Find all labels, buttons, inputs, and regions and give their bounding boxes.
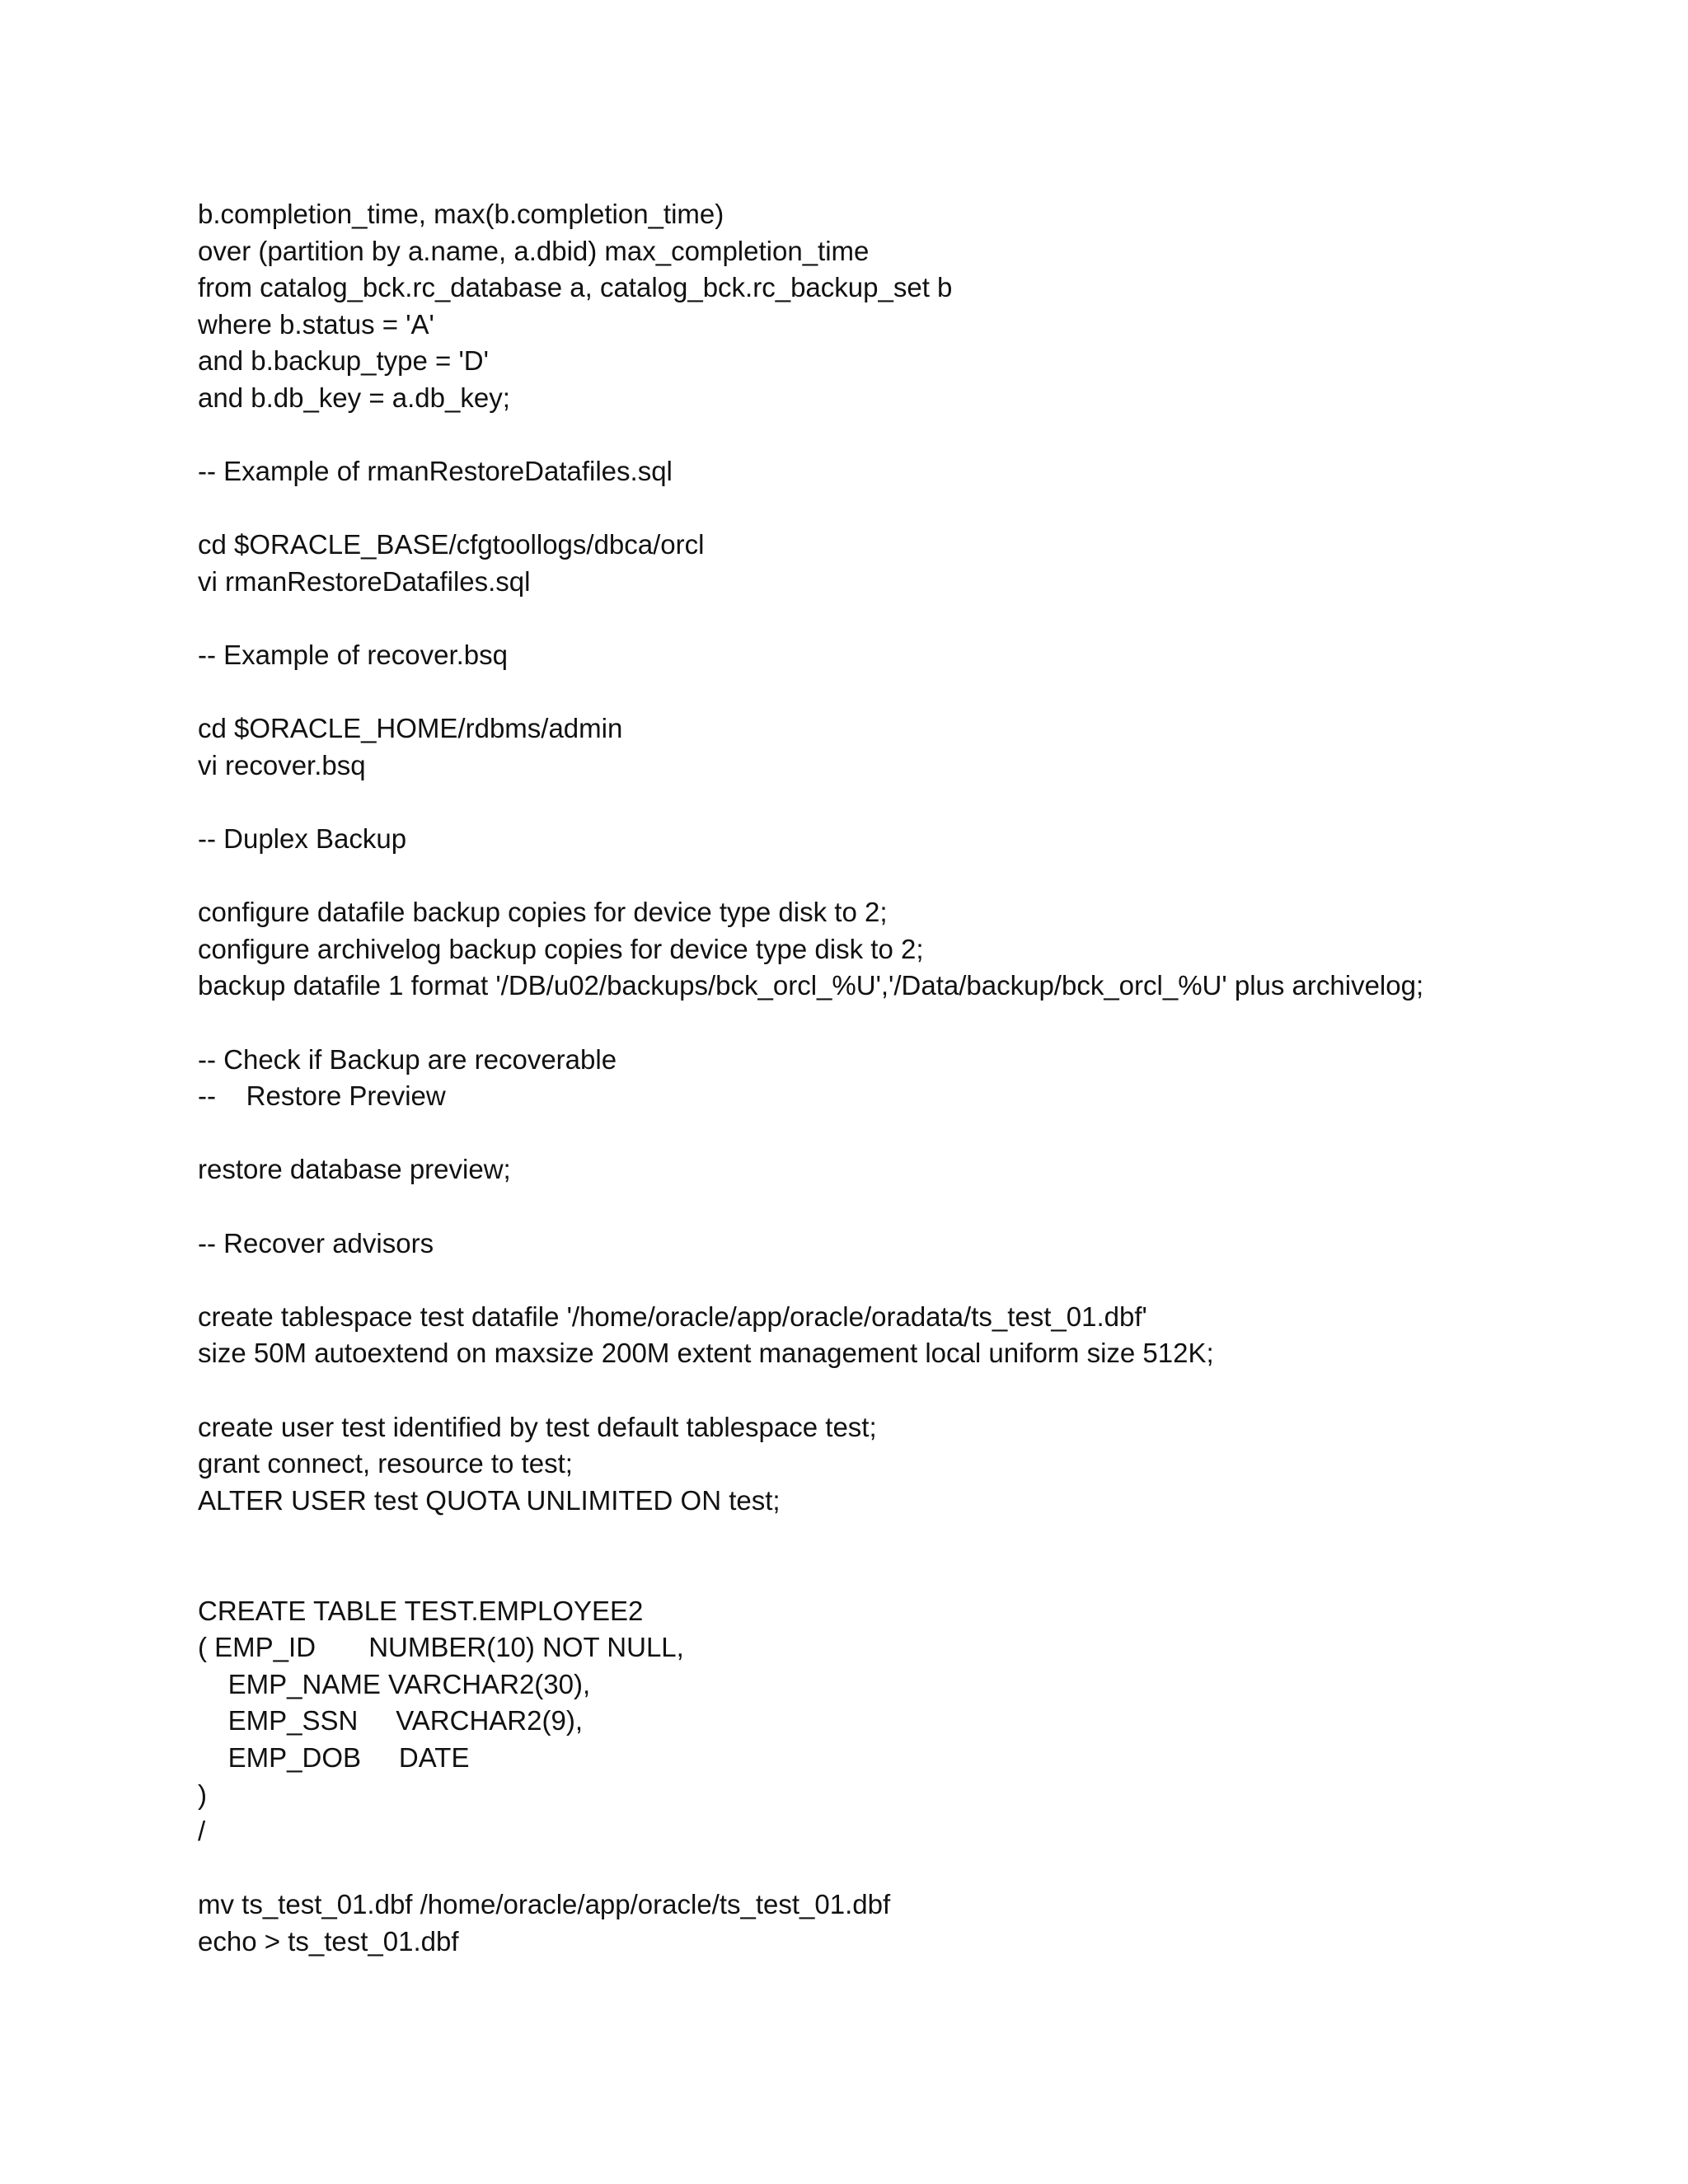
blank-line	[198, 674, 1648, 711]
text-line: create tablespace test datafile '/home/oracle/app/oracle/oradata/ts_test_01.dbf'	[198, 1301, 1147, 1332]
text-line: over (partition by a.name, a.dbid) max_completion_time	[198, 235, 870, 266]
text-line: ALTER USER test QUOTA UNLIMITED ON test;	[198, 1484, 781, 1516]
blank-line	[198, 1372, 1648, 1409]
text-line: echo > ts_test_01.dbf	[198, 1925, 459, 1957]
blank-line	[198, 1262, 1648, 1299]
blank-line	[198, 601, 1648, 638]
text-line: cd $ORACLE_BASE/cfgtoollogs/dbca/orcl	[198, 529, 705, 560]
text-line: from catalog_bck.rc_database a, catalog_bck.rc_backup_set b	[198, 272, 953, 303]
text-line: and b.db_key = a.db_key;	[198, 382, 510, 413]
text-line: backup datafile 1 format '/DB/u02/backups/bck_orcl_%U','/Data/backup/bck_orcl_%U' plus archivelog;	[198, 970, 1424, 1001]
blank-line	[198, 1556, 1648, 1593]
text-line: CREATE TABLE TEST.EMPLOYEE2	[198, 1595, 644, 1626]
text-line: ( EMP_ID NUMBER(10) NOT NULL,	[198, 1632, 684, 1663]
text-line: configure datafile backup copies for device type disk to 2;	[198, 897, 888, 928]
blank-line	[198, 1519, 1648, 1556]
document-body	[198, 196, 1648, 1961]
blank-line	[198, 1850, 1648, 1887]
text-line: EMP_SSN VARCHAR2(9),	[198, 1705, 583, 1736]
text-line: )	[198, 1779, 207, 1810]
text-line: and b.backup_type = 'D'	[198, 345, 489, 377]
blank-line	[198, 858, 1648, 895]
text-line: -- Recover advisors	[198, 1227, 434, 1258]
blank-line	[198, 1188, 1648, 1226]
text-line: mv ts_test_01.dbf /home/oracle/app/oracle/ts_test_01.dbf	[198, 1889, 891, 1920]
text-line: configure archivelog backup copies for device type disk to 2;	[198, 933, 924, 964]
text-line: vi rmanRestoreDatafiles.sql	[198, 565, 531, 597]
text-line: b.completion_time, max(b.completion_time)	[198, 199, 724, 229]
text-line: vi recover.bsq	[198, 749, 366, 780]
text-line: EMP_NAME VARCHAR2(30),	[198, 1668, 591, 1699]
text-line: size 50M autoextend on maxsize 200M extent management local uniform size 512K;	[198, 1338, 1214, 1369]
blank-line	[198, 1005, 1648, 1042]
text-line: create user test identified by test default tablespace test;	[198, 1411, 877, 1442]
blank-line	[198, 490, 1648, 527]
text-line: where b.status = 'A'	[198, 308, 434, 340]
blank-line	[198, 785, 1648, 822]
text-line: -- Example of rmanRestoreDatafiles.sql	[198, 456, 673, 487]
text-line: -- Restore Preview	[198, 1080, 446, 1112]
text-line: /	[198, 1816, 206, 1847]
text-line: -- Duplex Backup	[198, 823, 407, 855]
text-line: restore database preview;	[198, 1154, 511, 1185]
blank-line	[198, 417, 1648, 454]
text-line: EMP_DOB DATE	[198, 1741, 470, 1773]
text-line: grant connect, resource to test;	[198, 1448, 573, 1479]
text-line: -- Example of recover.bsq	[198, 640, 508, 671]
blank-line	[198, 1115, 1648, 1152]
text-line: -- Check if Backup are recoverable	[198, 1043, 617, 1075]
text-line: cd $ORACLE_HOME/rdbms/admin	[198, 713, 623, 744]
